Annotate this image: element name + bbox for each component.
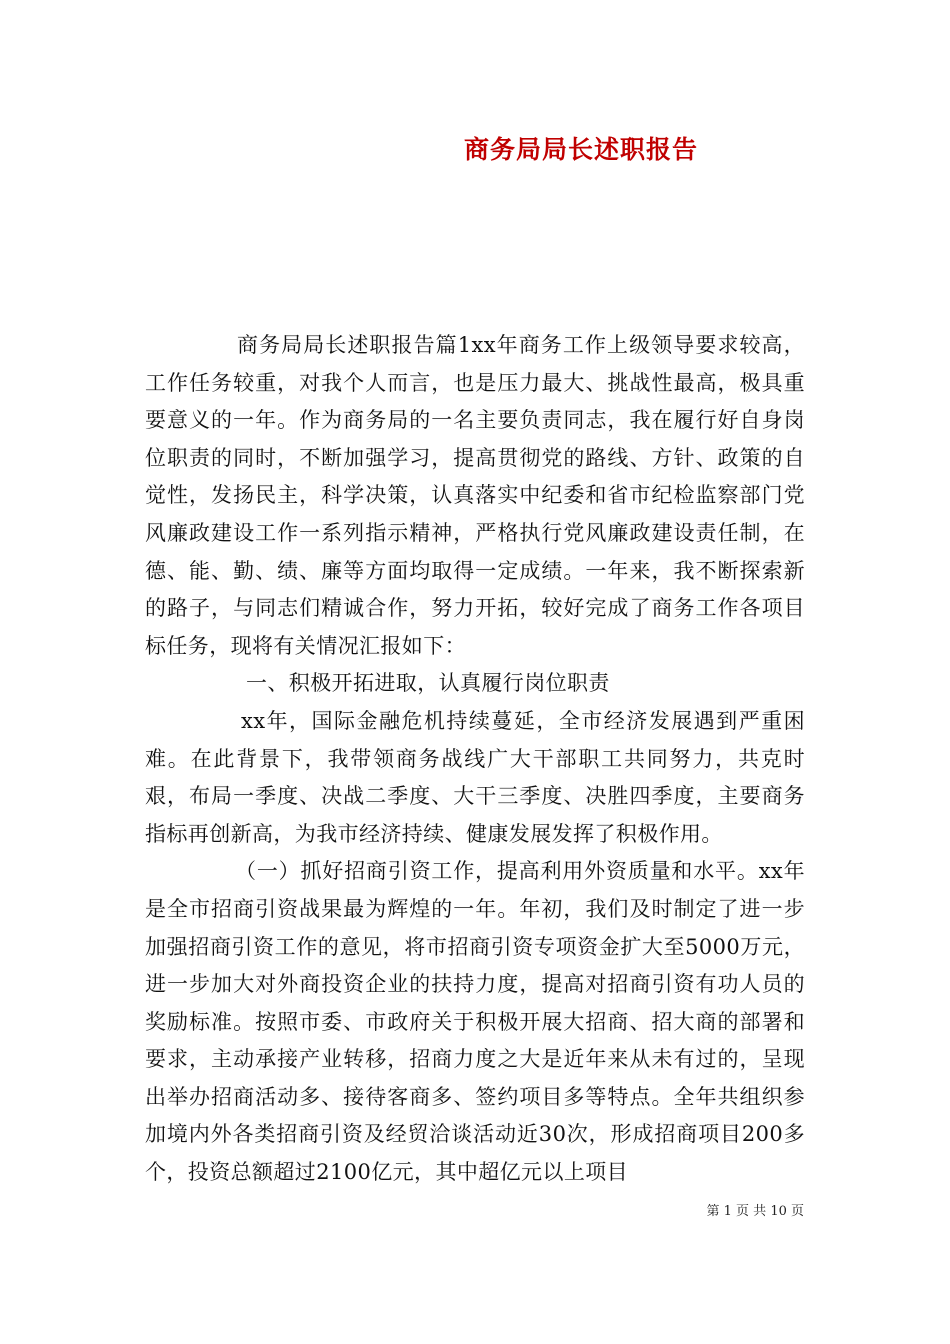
- document-title: 商务局局长述职报告: [463, 135, 698, 164]
- document-body: [145, 327, 805, 1192]
- paragraph-investment: （一）抓好招商引资工作，提高利用外资质量和水平。xx年是全市招商引资战果最为辉煌的一年。年初，我们及时制定了进一步加强招商引资工作的意见，将市招商引资专项资金扩大至5000万元，进一步加大对外商投资企业的扶持力度，提高对招商引资有功人员的奖励标准。按照市委、市政府关于积极开展大招商、招大商的部署和要求，主动承接产业转移，招商力度之大是近年来从未有过的，呈现出举办招商活动多、接待客商多、签约项目多等特点。全年共组织参加境内外各类招商引资及经贸洽谈活动近30次，形成招商项目200多个，投资总额超过2100亿元，其中超亿元以上项目: [145, 859, 805, 1185]
- paragraph-background: xx年，国际金融危机持续蔓延，全市经济发展遇到严重困难。在此背景下，我带领商务战线广大干部职工共同努力，共克时艰，布局一季度、决战二季度、大干三季度、决胜四季度，主要商务指标再创新高，为我市经济持续、健康发展发挥了积极作用。: [145, 708, 805, 846]
- section-heading-1: 一、积极开拓进取，认真履行岗位职责: [246, 671, 610, 696]
- page-number: 第 1 页 共 10 页: [706, 1204, 804, 1219]
- paragraph-intro: 商务局局长述职报告篇1xx年商务工作上级领导要求较高，工作任务较重，对我个人而言，也是压力最大、挑战性最高，极具重要意义的一年。作为商务局的一名主要负责同志，我在履行好自身岗位职责的同时，不断加强学习，提高贯彻党的路线、方针、政策的自觉性，发扬民主，科学决策，认真落实中纪委和省市纪检监察部门党风廉政建设工作一系列指示精神，严格执行党风廉政建设责任制，在德、能、勤、绩、廉等方面均取得一定成绩。一年来，我不断探索新的路子，与同志们精诚合作，努力开拓，较好完成了商务工作各项目标任务，现将有关情况汇报如下：: [145, 333, 805, 658]
